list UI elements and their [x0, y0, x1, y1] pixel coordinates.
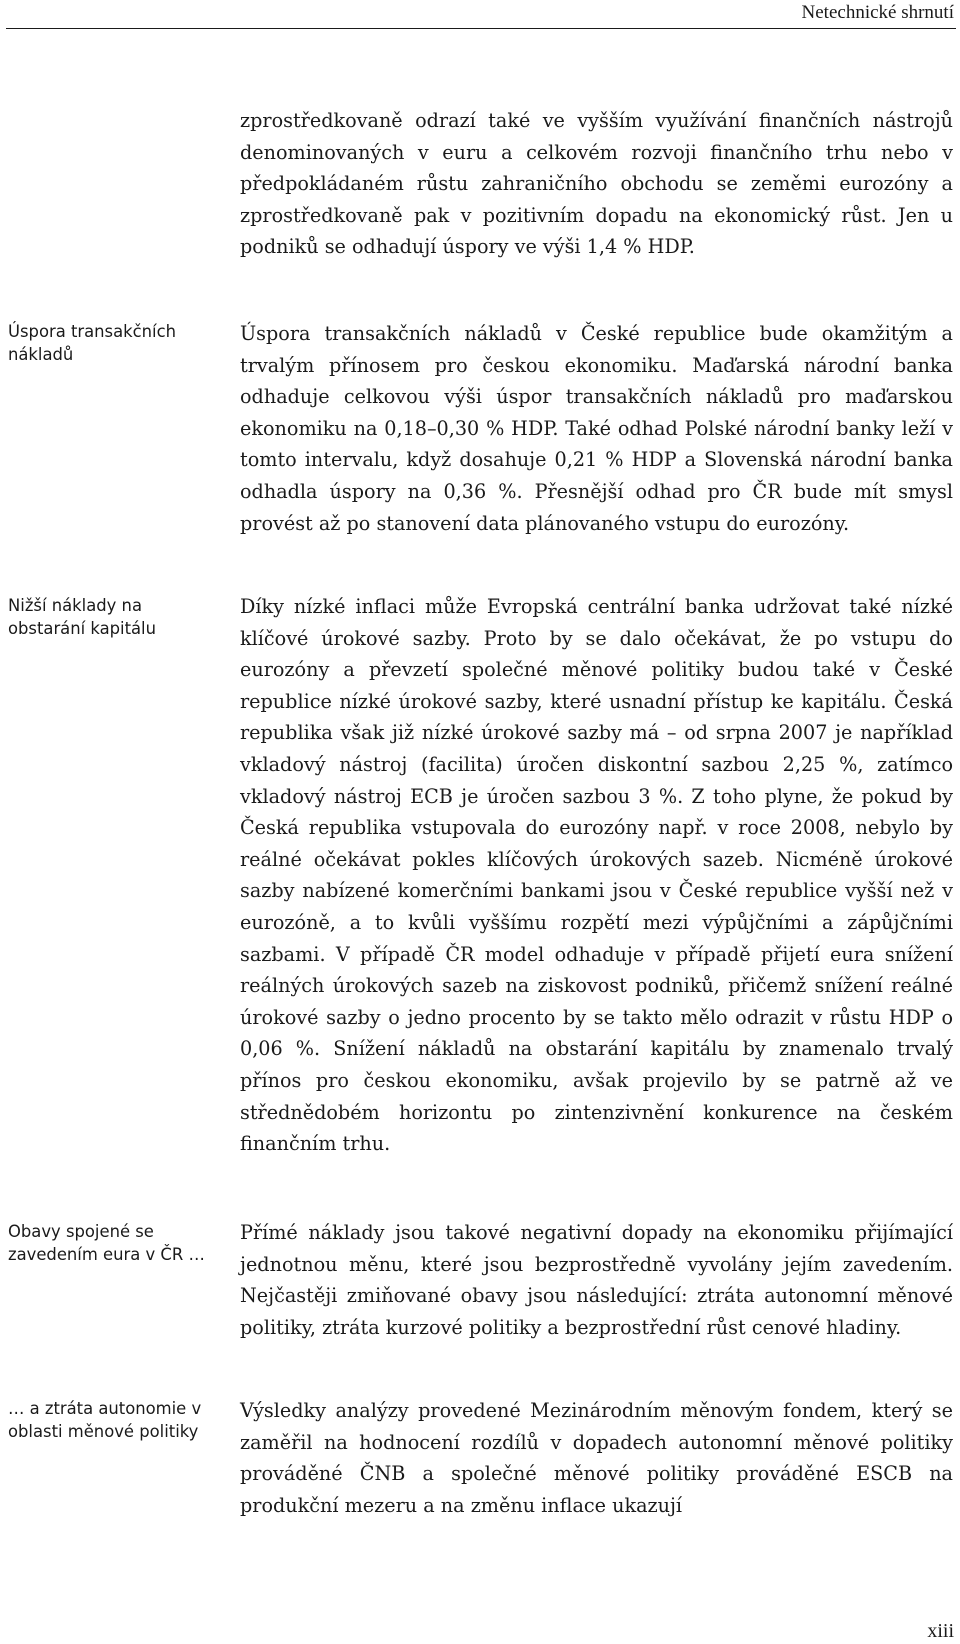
paragraph-continuation: zprostředkovaně odrazí také ve vyšším využívání finančních nástrojů denominovaných v euru a celkovém rozvoji finančního trhu nebo v předpokládaném růstu zahraničního obchodu se zeměmi eurozóny a zprostředkovaně pak v pozitivním dopadu na ekonomický růst. Jen u podniků se odhadují úspory ve výši 1,4 % HDP. [240, 109, 953, 259]
running-header: Netechnické shrnutí [801, 2, 954, 23]
paragraph-transaction-costs: Úspora transakčních nákladů v České republice bude okamžitým a trvalým přínosem pro českou ekonomiku. Maďarská národní banka odhaduje celkovou výši úspor transakčních nákladů pro maďarskou ekonomiku na 0,18–0,30 % HDP. Také odhad Polské národní banky leží v tomto intervalu, když dosahuje 0,21 % HDP a Slovenská národní banka odhadla úspory na 0,36 %. Přesnější odhad pro ČR bude mít smysl provést až po stanovení data plánovaného vstupu do eurozóny. [240, 322, 953, 535]
margin-note-capital-costs: Nižší náklady na obstarání kapitálu [8, 596, 156, 638]
margin-note-autonomy-loss: … a ztráta autonomie v oblasti měnové politiky [8, 1399, 202, 1441]
margin-note-transaction-costs: Úspora transakčních nákladů [8, 322, 176, 364]
paragraph-direct-costs: Přímé náklady jsou takové negativní dopady na ekonomiku přijímající jednotnou měnu, které jsou bezprostředně vyvolány jejím zavedením. Nejčastěji zmiňované obavy jsou následující: ztráta autonomní měnové politiky, ztráta kurzové politiky a bezprostřední růst cenové hladiny. [240, 1221, 953, 1339]
header-rule [6, 28, 956, 29]
page-number: xiii [927, 1620, 954, 1642]
paragraph-capital-costs: Díky nízké inflaci může Evropská centrální banka udržovat také nízké klíčové úrokové sazby. Proto by se dalo očekávat, že po vstupu do eurozóny a převzetí společné měnové politiky budou také v České republice nízké úrokové sazby, které usnadní přístup ke kapitálu. Česká republika však již nízké úrokové sazby má – od srpna 2007 je například vkladový nástroj (facilita) úročen diskontní sazbou 2,25 %, zatímco vkladový nástroj ECB je úročen sazbou 3 %. Z toho plyne, že pokud by Česká republika vstupovala do eurozóny např. v roce 2008, nebylo by reálné očekávat pokles klíčových úrokových sazeb. Nicméně úrokové sazby nabízené komerčními bankami jsou v České republice vyšší než v eurozóně, a to kvůli vyššímu rozpětí mezi výpůjčními a zápůjčními sazbami. V případě ČR model odhaduje v případě přijetí eura snížení reálných úrokových sazeb na ziskovost podniků, přičemž snížení reálné úrokové sazby o jedno procento by se takto mělo odrazit v růstu HDP o 0,06 %. Snížení nákladů na obstarání kapitálu by znamenalo trvalý přínos pro českou ekonomiku, avšak projevilo by se patrně až ve střednědobém horizontu po zintenzivnění konkurence na českém finančním trhu. [240, 595, 953, 1156]
paragraph-imf-analysis: Výsledky analýzy provedené Mezinárodním měnovým fondem, který se zaměřil na hodnocení rozdílů v dopadech autonomní měnové politiky prováděné ČNB a společné měnové politiky prováděné ESCB na produkční mezeru a na změnu inflace ukazují [240, 1399, 953, 1517]
margin-note-euro-concerns: Obavy spojené se zavedením eura v ČR … [8, 1222, 205, 1264]
